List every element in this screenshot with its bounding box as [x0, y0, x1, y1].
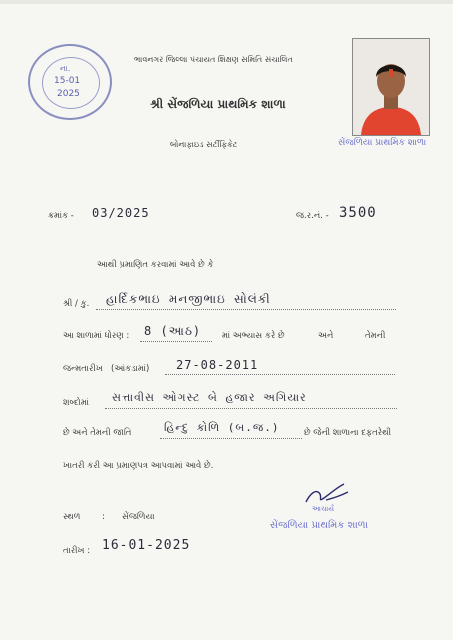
school-seal [28, 44, 112, 120]
dob-value: 27-08-2011 [176, 358, 259, 372]
school-name-title: શ્રી સેંજળિયા પ્રાથમિક શાળા [150, 97, 286, 111]
class-middle-text: માં અભ્યાસ કરે છે [222, 331, 285, 341]
dob-paren: (આંકડામાં) [111, 364, 150, 374]
register-number-value: 3500 [339, 205, 377, 221]
place-separator: : [102, 512, 105, 522]
place-value: સેંજળિયા [122, 512, 155, 522]
class-value: 8 (આઠ) [144, 324, 202, 338]
class-prefix: આ શાળામાં ધોરણ : [63, 331, 130, 341]
seal-line3: 2025 [57, 89, 80, 99]
principal-stamp: સેંજળિયા પ્રાથમિક શાળા [270, 520, 369, 531]
words-dotted-line [105, 408, 397, 409]
student-name-value: હાર્દિકભાઇ મનજીભાઇ સોલંકી [106, 292, 271, 306]
name-dotted-line [96, 309, 396, 310]
register-number-label: જ.ર.નં. - [296, 211, 329, 221]
principal-title: આચાર્ય [312, 505, 334, 513]
certificate-title: બોનાફાઇડ સર્ટીફિકેટ [170, 140, 238, 149]
principal-signature [300, 478, 360, 508]
photo-school-stamp: સેંજળિયા પ્રાથમિક શાળા [338, 138, 427, 148]
words-label: શબ્દોમાં [63, 398, 89, 408]
place-label: સ્થળ [63, 512, 81, 522]
top-edge [0, 0, 453, 4]
class-suffix-text: તેમની [365, 331, 386, 341]
dob-label: જન્મતારીખ [63, 364, 103, 374]
dob-dotted-line [165, 374, 395, 375]
intro-text: આથી પ્રમાણિત કરવામાં આવે છે કે [97, 260, 214, 270]
student-photo-illustration [353, 39, 429, 135]
date-label: તારીખ : [63, 546, 91, 556]
caste-suffix: છે જેની શાળાના દફતરેથી [304, 428, 392, 438]
dob-words-value: સત્તાવીસ ઓગસ્ટ બે હજાર અગિયાર [112, 391, 307, 404]
student-photo [352, 38, 430, 136]
class-dotted-line [140, 341, 212, 342]
caste-value: હિન્દુ કોળિ (બ.જ.) [164, 421, 280, 434]
seal-line2: 15-01 [54, 76, 81, 86]
closing-text: ખાતરી કરી આ પ્રમાણપત્ર આપવામાં આવે છે. [63, 461, 214, 471]
class-conj-text: અને [318, 331, 334, 341]
name-label: શ્રી / કુ. [63, 299, 90, 309]
serial-number-value: 03/2025 [92, 206, 150, 220]
date-value: 16-01-2025 [102, 538, 191, 553]
district-subheading: ભાવનગર જિલ્લા પંચાયત શિક્ષણ સમિતિ સંચાલિત [134, 55, 293, 64]
seal-line1: ના. [60, 64, 71, 73]
serial-number-label: ક્રમાંક - [48, 211, 74, 221]
caste-prefix: છે અને તેમની જાતિ [63, 428, 132, 438]
caste-dotted-line [160, 438, 302, 439]
